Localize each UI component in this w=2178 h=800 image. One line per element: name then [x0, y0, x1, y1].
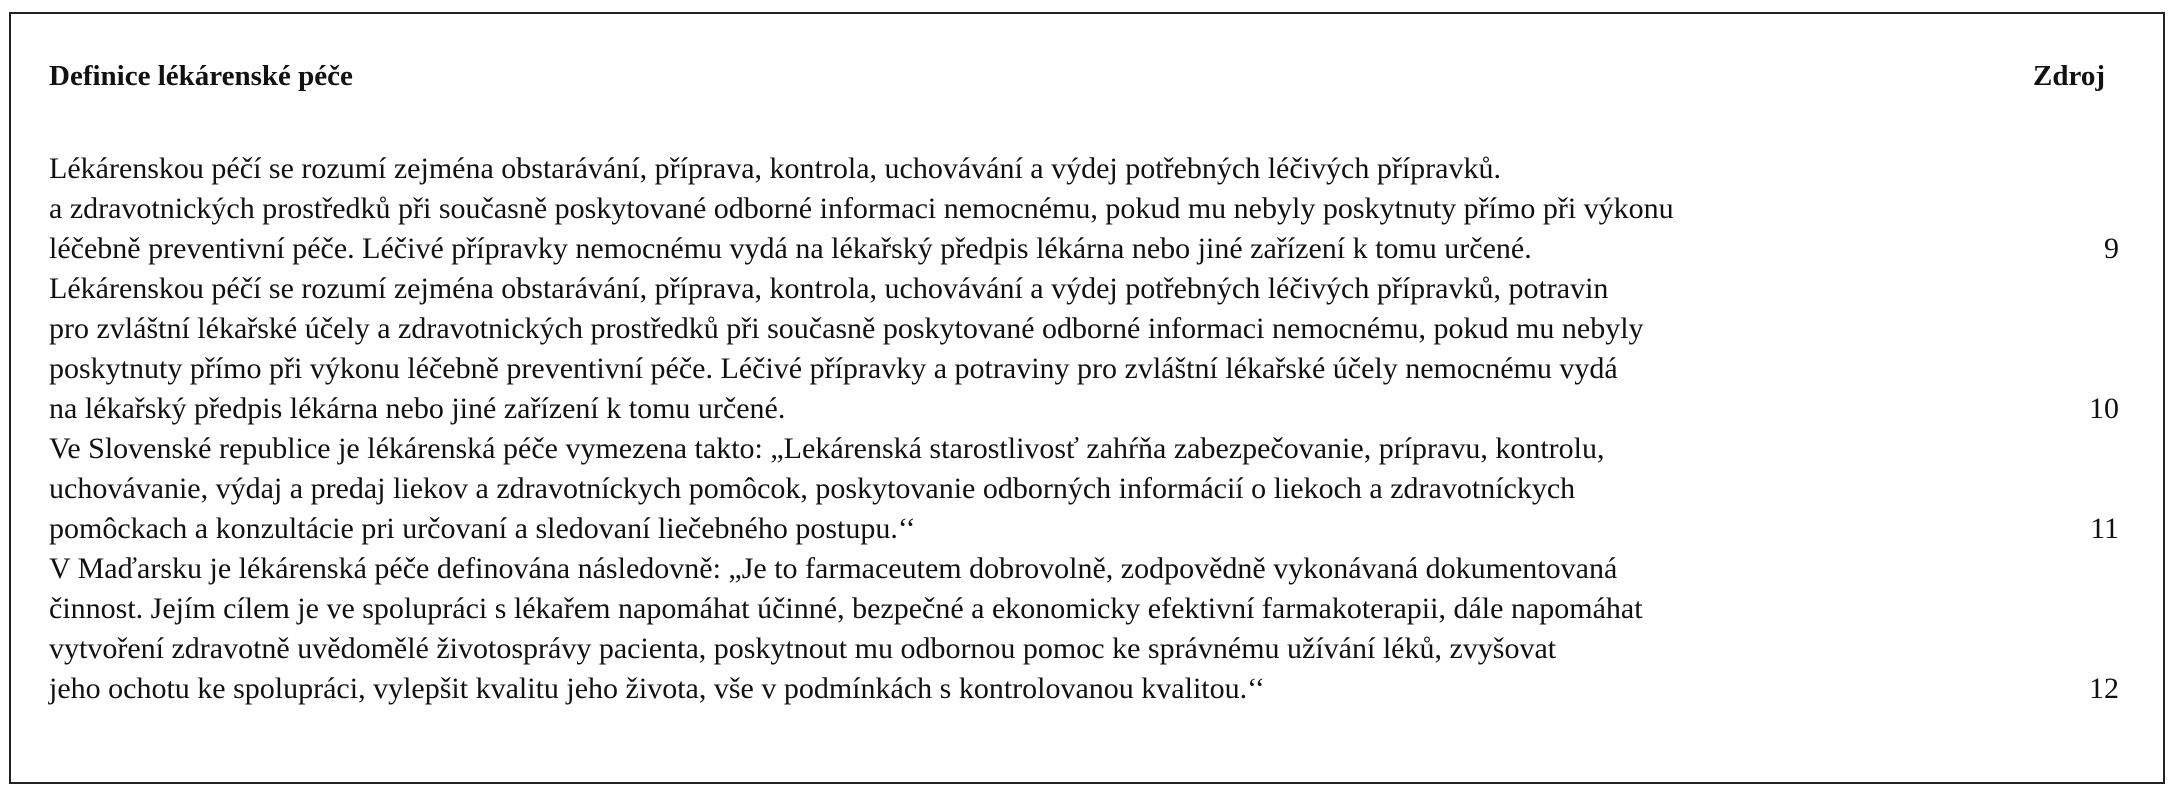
- definition-text: [49, 429, 2034, 549]
- text-line: činnost. Jejím cílem je ve spolupráci s lékařem napomáhat účinné, bezpečné a ekonomicky efektivní farmakoterapii, dále napomáhat: [49, 592, 1643, 625]
- table-body: [49, 149, 2119, 709]
- table-header: [49, 60, 2105, 104]
- text-line: Lékárenskou péčí se rozumí zejména obstarávání, příprava, kontrola, uchovávání a výdej potřebných léčivých přípravků.: [49, 152, 1501, 185]
- text-line: uchovávanie, výdaj a predaj liekov a zdravotníckych pomôcok, poskytovanie odborných informácií o liekoch a zdravotníckych: [49, 472, 1576, 505]
- source-reference: 12: [2089, 672, 2119, 705]
- definition-text: [49, 549, 2034, 709]
- table-row: [49, 269, 2119, 429]
- text-line: pomôckach a konzultácie pri určovaní a sledovaní liečebného postupu.‘‘: [49, 512, 916, 545]
- source-reference: 11: [2090, 512, 2119, 545]
- table-row: [49, 549, 2119, 709]
- text-line: Lékárenskou péčí se rozumí zejména obstarávání, příprava, kontrola, uchovávání a výdej potřebných léčivých přípravků, potravin: [49, 272, 1609, 305]
- source-reference: 9: [2104, 232, 2119, 265]
- table-row: [49, 429, 2119, 549]
- text-line: poskytnuty přímo při výkonu léčebně preventivní péče. Léčivé přípravky a potraviny pro zvláštní lékařské účely nemocnému vydá: [49, 352, 1618, 385]
- text-line: Ve Slovenské republice je lékárenská péče vymezena takto: „Lekárenská starostlivosť zahŕňa zabezpečovanie, prípravu, kontrolu,: [49, 432, 1605, 465]
- definition-text: [49, 269, 2034, 429]
- text-line: a zdravotnických prostředků při současně poskytované odborné informaci nemocnému, pokud mu nebyly poskytnuty přímo při výkonu: [49, 192, 1674, 225]
- definition-text: [49, 149, 2034, 269]
- text-line: jeho ochotu ke spolupráci, vylepšit kvalitu jeho života, vše v podmínkách s kontrolovanou kvalitou.‘‘: [49, 672, 1265, 705]
- text-line: léčebně preventivní péče. Léčivé přípravky nemocnému vydá na lékařský předpis lékárna nebo jiné zařízení k tomu určené.: [49, 232, 1532, 265]
- source-reference: 10: [2089, 392, 2119, 425]
- column-header-definition: Definice lékárenské péče: [49, 60, 353, 92]
- text-line: na lékařský předpis lékárna nebo jiné zařízení k tomu určené.: [49, 392, 786, 425]
- column-header-source: Zdroj: [2033, 60, 2105, 92]
- text-line: vytvoření zdravotně uvědomělé životosprávy pacienta, poskytnout mu odbornou pomoc ke správnému užívání léků, zvyšovat: [49, 632, 1557, 665]
- text-line: pro zvláštní lékařské účely a zdravotnických prostředků při současně poskytované odborné informaci nemocnému, pokud mu nebyly: [49, 312, 1644, 345]
- text-line: V Maďarsku je lékárenská péče definována následovně: „Je to farmaceutem dobrovolně, zodpovědně vykonávaná dokumentovaná: [49, 552, 1618, 585]
- definition-table: [9, 12, 2165, 784]
- table-row: [49, 149, 2119, 269]
